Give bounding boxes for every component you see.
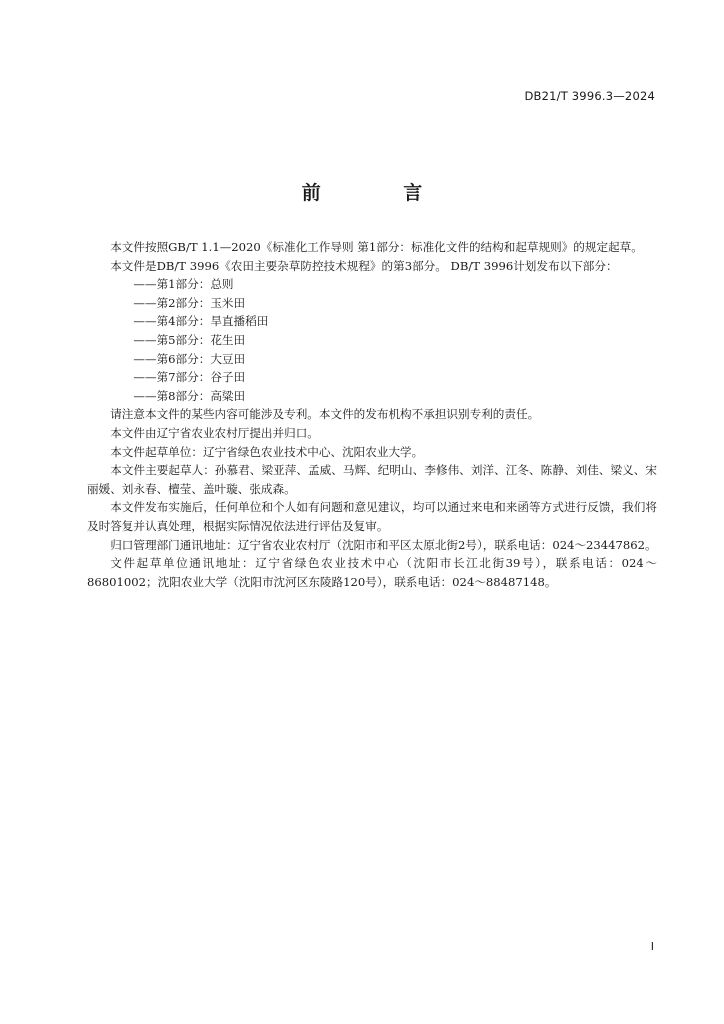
part-list-item: ——第2部分：玉米田 [133,295,246,310]
feedback-statement: 本文件发布实施后，任何单位和个人如有问题和意见建议，均可以通过来电和来函等方式进行反馈，我们将及时答复并认真处理，根据实际情况依法进行评估及复审。 [87,500,657,533]
part-list-item: ——第6部分：大豆田 [133,351,246,366]
intro-paragraph: 本文件按照GB/T 1.1—2020《标准化工作导则 第1部分：标准化文件的结构和起草规则》的规定起草。 [110,240,643,254]
patent-notice: 请注意本文件的某些内容可能涉及专利。本文件的发布机构不承担识别专利的责任。 [110,407,540,422]
part-list-item: ——第1部分：总则 [133,277,234,292]
intro-paragraph: 本文件是DB/T 3996《农田主要杂草防控技术规程》的第3部分。 DB/T 3996计划发布以下部分： [110,258,618,273]
part-list-item: ——第5部分：花生田 [133,332,246,347]
document-code: DB21/T 3996.3—2024 [524,89,655,103]
drafting-unit-address: 文件起草单位通讯地址：辽宁省绿色农业技术中心（沈阳市长江北街39号），联系电话：024～86801002；沈阳农业大学（沈阳市沈河区东陵路120号），联系电话：024～88487148。 [87,556,657,589]
part-list-item: ——第7部分：谷子田 [133,370,246,385]
authority-address: 归口管理部门通讯地址：辽宁省农业农村厅（沈阳市和平区太原北街2号），联系电话：024～23447862。 [110,537,657,552]
page-title: 前 言 [301,182,461,204]
page-number: I [650,940,654,953]
drafting-units: 本文件起草单位：辽宁省绿色农业技术中心、沈阳农业大学。 [110,444,424,459]
part-list-item: ——第8部分：高粱田 [133,388,246,403]
proposer-statement: 本文件由辽宁省农业农村厅提出并归口。 [110,425,319,440]
part-list-item: ——第4部分：旱直播稻田 [133,314,269,329]
document-body [87,238,657,591]
main-drafters: 本文件主要起草人：孙慕君、梁亚萍、孟威、马辉、纪明山、李修伟、刘洋、江冬、陈静、刘佳、梁义、宋丽媛、刘永春、檀莹、盖叶璇、张成森。 [87,463,657,496]
